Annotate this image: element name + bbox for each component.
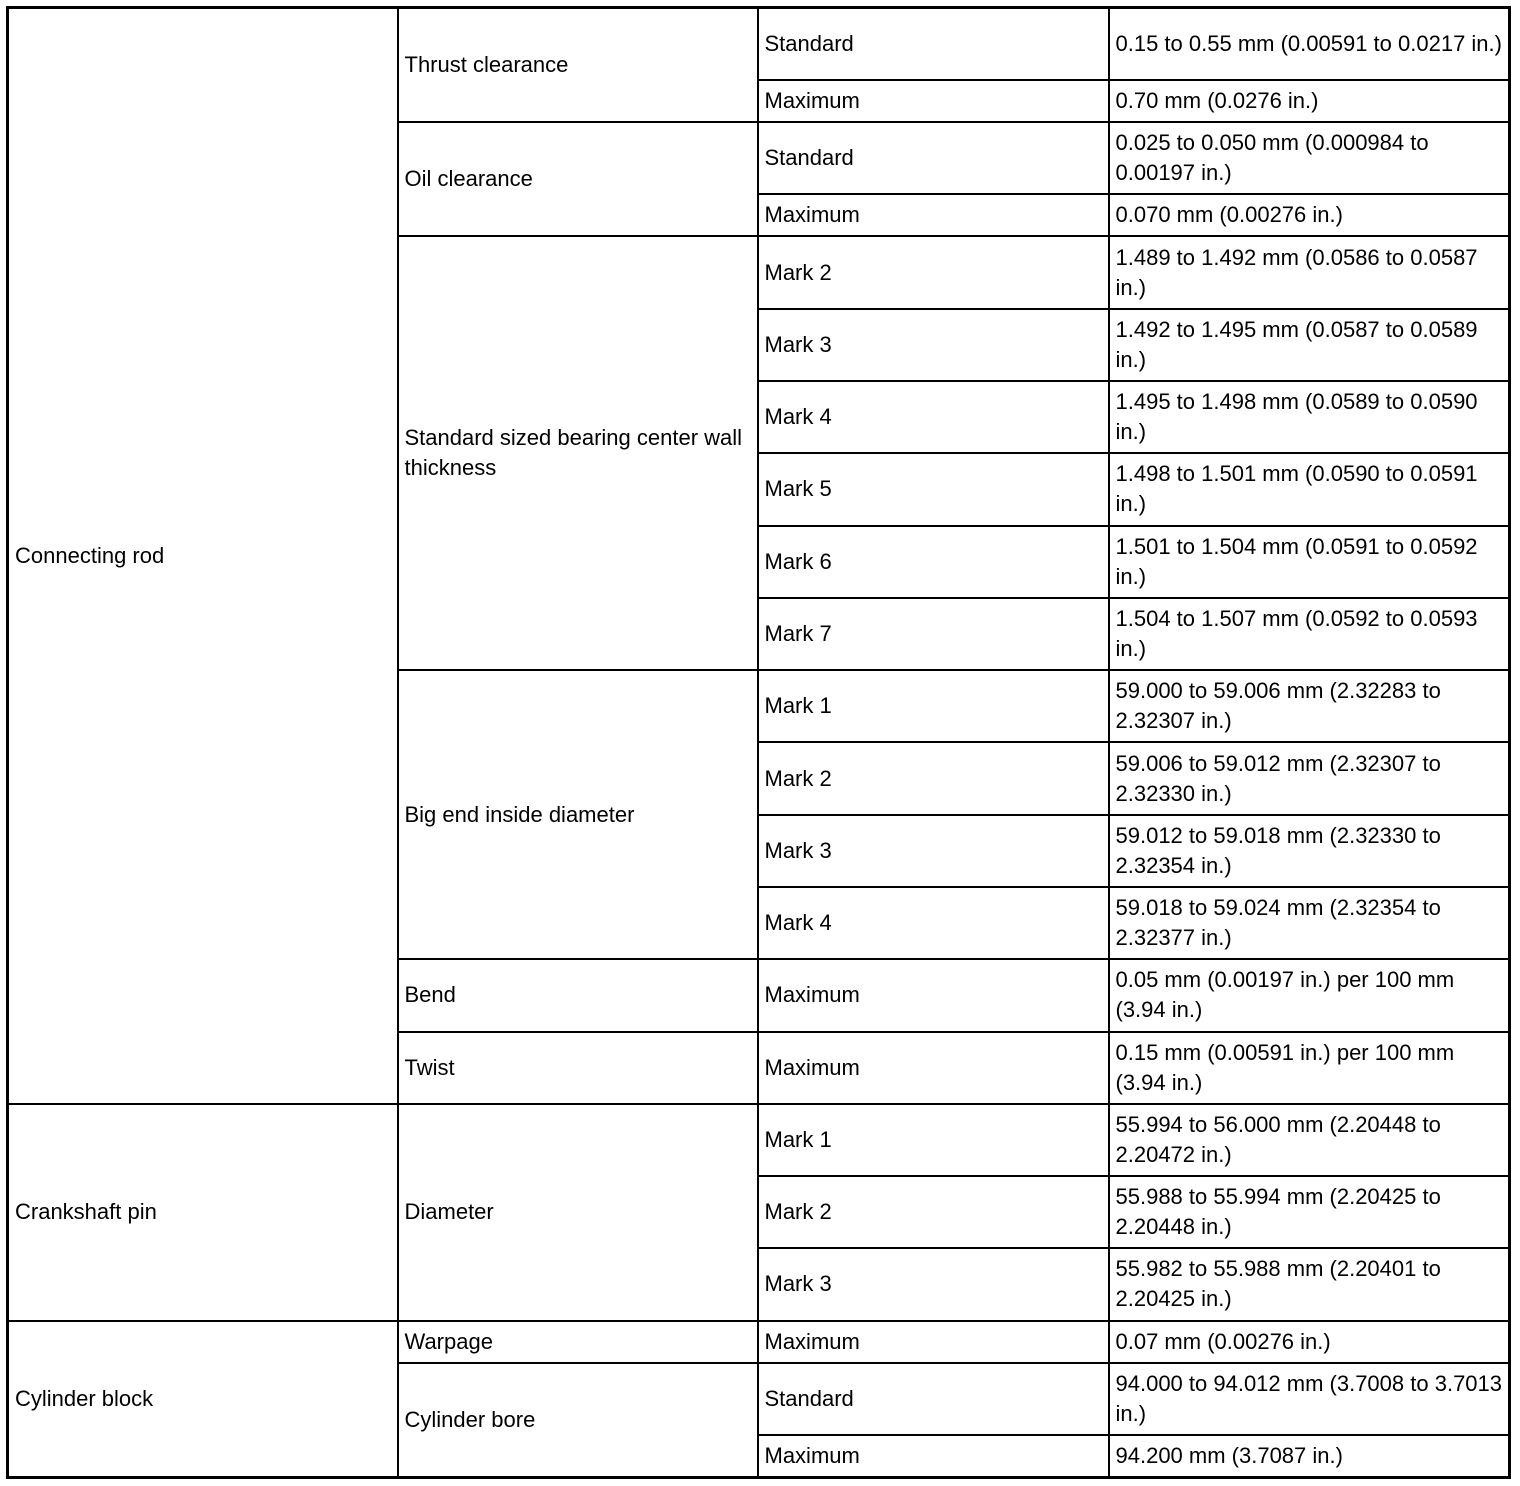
value-cell: 59.012 to 59.018 mm (2.32330 to 2.32354 in.) xyxy=(1109,815,1510,887)
spec-cell: Mark 2 xyxy=(758,1176,1109,1248)
value-cell: 59.000 to 59.006 mm (2.32283 to 2.32307 in.) xyxy=(1109,670,1510,742)
spec-cell: Standard xyxy=(758,122,1109,194)
spec-cell: Mark 7 xyxy=(758,598,1109,670)
spec-cell: Maximum xyxy=(758,1435,1109,1477)
spec-cell: Mark 2 xyxy=(758,236,1109,308)
item-cell: Diameter xyxy=(398,1104,758,1321)
spec-cell: Mark 6 xyxy=(758,526,1109,598)
value-cell: 0.15 mm (0.00591 in.) per 100 mm (3.94 in.) xyxy=(1109,1032,1510,1104)
value-cell: 0.025 to 0.050 mm (0.000984 to 0.00197 in.) xyxy=(1109,122,1510,194)
item-cell: Cylinder bore xyxy=(398,1363,758,1478)
spec-cell: Maximum xyxy=(758,1321,1109,1363)
value-cell: 59.006 to 59.012 mm (2.32307 to 2.32330 in.) xyxy=(1109,742,1510,814)
item-cell: Standard sized bearing center wall thickness xyxy=(398,236,758,670)
spec-cell: Mark 1 xyxy=(758,1104,1109,1176)
spec-cell: Maximum xyxy=(758,1032,1109,1104)
component-cell: Crankshaft pin xyxy=(8,1104,398,1321)
spec-cell: Mark 5 xyxy=(758,453,1109,525)
value-cell: 0.07 mm (0.00276 in.) xyxy=(1109,1321,1510,1363)
spec-cell: Maximum xyxy=(758,959,1109,1031)
value-cell: 0.05 mm (0.00197 in.) per 100 mm (3.94 in.) xyxy=(1109,959,1510,1031)
spec-cell: Mark 2 xyxy=(758,742,1109,814)
value-cell: 0.15 to 0.55 mm (0.00591 to 0.0217 in.) xyxy=(1109,8,1510,80)
item-cell: Big end inside diameter xyxy=(398,670,758,959)
spec-cell: Maximum xyxy=(758,80,1109,122)
value-cell: 1.498 to 1.501 mm (0.0590 to 0.0591 in.) xyxy=(1109,453,1510,525)
component-cell: Cylinder block xyxy=(8,1321,398,1478)
value-cell: 55.982 to 55.988 mm (2.20401 to 2.20425 in.) xyxy=(1109,1248,1510,1320)
table-row xyxy=(8,8,1510,80)
item-cell: Oil clearance xyxy=(398,122,758,236)
spec-cell: Standard xyxy=(758,1363,1109,1435)
spec-cell: Mark 3 xyxy=(758,309,1109,381)
value-cell: 55.988 to 55.994 mm (2.20425 to 2.20448 in.) xyxy=(1109,1176,1510,1248)
specification-table xyxy=(6,6,1511,1479)
value-cell: 1.501 to 1.504 mm (0.0591 to 0.0592 in.) xyxy=(1109,526,1510,598)
value-cell: 0.70 mm (0.0276 in.) xyxy=(1109,80,1510,122)
spec-cell: Standard xyxy=(758,8,1109,80)
value-cell: 0.070 mm (0.00276 in.) xyxy=(1109,194,1510,236)
spec-cell: Mark 3 xyxy=(758,1248,1109,1320)
value-cell: 55.994 to 56.000 mm (2.20448 to 2.20472 in.) xyxy=(1109,1104,1510,1176)
spec-cell: Mark 3 xyxy=(758,815,1109,887)
table-row xyxy=(8,1104,1510,1176)
value-cell: 94.000 to 94.012 mm (3.7008 to 3.7013 in.) xyxy=(1109,1363,1510,1435)
value-cell: 1.504 to 1.507 mm (0.0592 to 0.0593 in.) xyxy=(1109,598,1510,670)
table-row xyxy=(8,1321,1510,1363)
value-cell: 59.018 to 59.024 mm (2.32354 to 2.32377 in.) xyxy=(1109,887,1510,959)
item-cell: Bend xyxy=(398,959,758,1031)
spec-cell: Mark 4 xyxy=(758,887,1109,959)
value-cell: 1.492 to 1.495 mm (0.0587 to 0.0589 in.) xyxy=(1109,309,1510,381)
component-cell: Connecting rod xyxy=(8,8,398,1104)
spec-cell: Mark 1 xyxy=(758,670,1109,742)
value-cell: 1.495 to 1.498 mm (0.0589 to 0.0590 in.) xyxy=(1109,381,1510,453)
item-cell: Twist xyxy=(398,1032,758,1104)
value-cell: 1.489 to 1.492 mm (0.0586 to 0.0587 in.) xyxy=(1109,236,1510,308)
spec-cell: Mark 4 xyxy=(758,381,1109,453)
value-cell: 94.200 mm (3.7087 in.) xyxy=(1109,1435,1510,1477)
spec-cell: Maximum xyxy=(758,194,1109,236)
item-cell: Thrust clearance xyxy=(398,8,758,122)
item-cell: Warpage xyxy=(398,1321,758,1363)
